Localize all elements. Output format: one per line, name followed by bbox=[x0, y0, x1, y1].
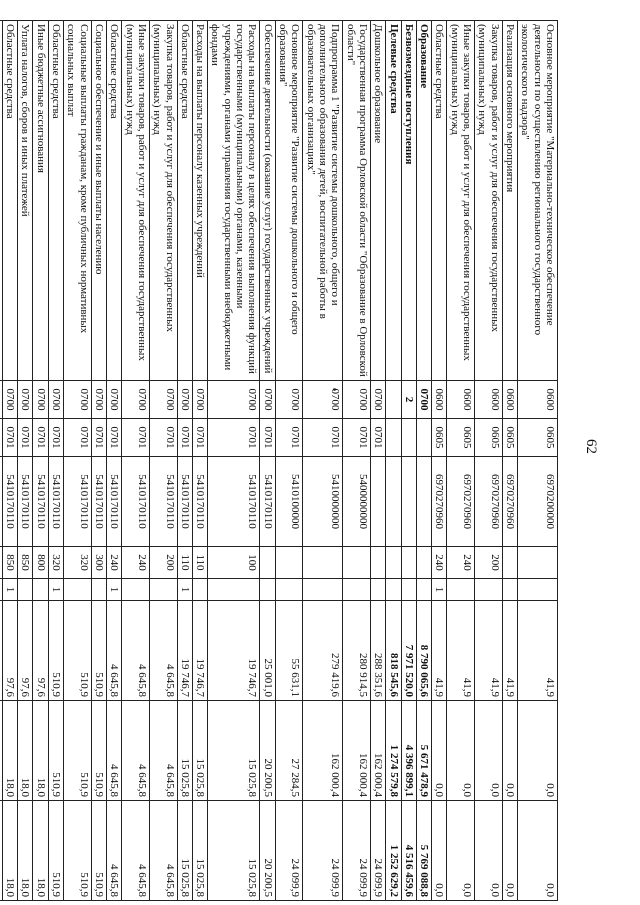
code-section bbox=[386, 381, 401, 419]
code-expense-type bbox=[518, 547, 558, 579]
code-expense-type: 200 bbox=[475, 547, 503, 579]
code-section: 0600 bbox=[432, 381, 447, 419]
code-expense-type: 200 bbox=[149, 547, 177, 579]
table-row bbox=[518, 21, 558, 901]
code-target: 5410170110 bbox=[208, 457, 260, 547]
code-source bbox=[475, 579, 503, 601]
code-section: 0600 bbox=[447, 381, 475, 419]
code-subsection: 0701 bbox=[149, 419, 177, 457]
table-row bbox=[502, 21, 517, 901]
row-name: Закупка товаров, работ и услуг для обеспечения государственных (муниципальных) нужд bbox=[475, 21, 503, 381]
amount-3: 24 099,9 bbox=[303, 801, 343, 901]
table-row bbox=[303, 21, 343, 901]
table-row bbox=[33, 21, 48, 901]
row-name: Социальные выплаты гражданам, кроме публичных нормативных социальных выплат bbox=[64, 21, 92, 381]
amount-2: 162 000,4 bbox=[303, 701, 343, 801]
amount-1: 19 746,7 bbox=[208, 601, 260, 701]
code-expense-type: 240 bbox=[107, 547, 122, 579]
code-target: 5410170110 bbox=[2, 457, 17, 547]
amount-3: 24 099,9 bbox=[370, 801, 385, 901]
code-target bbox=[416, 457, 431, 547]
table-row bbox=[177, 21, 192, 901]
code-target: 6970270960 bbox=[475, 457, 503, 547]
code-target: 5410170110 bbox=[177, 457, 192, 547]
code-source bbox=[208, 579, 260, 601]
code-source bbox=[91, 579, 106, 601]
row-name: Дошкольное образование bbox=[370, 21, 385, 381]
table-row bbox=[416, 21, 431, 901]
code-subsection: 0701 bbox=[107, 419, 122, 457]
amount-3: 0,0 bbox=[432, 801, 447, 901]
code-target: 5410100000 bbox=[275, 457, 303, 547]
code-section: 0700 bbox=[370, 381, 385, 419]
rotated-table-container bbox=[4, 20, 558, 900]
table-row bbox=[370, 21, 385, 901]
code-source: 1 bbox=[48, 579, 63, 601]
amount-3: 510,9 bbox=[91, 801, 106, 901]
table-row bbox=[447, 21, 475, 901]
code-target: 5410170110 bbox=[192, 457, 207, 547]
row-name: Основное мероприятие "Материально-техническое обеспечение деятельности по осуществлению регионального государственного экологического надзора" bbox=[518, 21, 558, 381]
code-source bbox=[303, 579, 343, 601]
amount-2: 0,0 bbox=[518, 701, 558, 801]
table-body bbox=[0, 21, 558, 901]
code-expense-type: 850 bbox=[18, 547, 33, 579]
amount-1: 41,9 bbox=[447, 601, 475, 701]
code-source: 1 bbox=[177, 579, 192, 601]
row-name: Основное мероприятие "Развитие системы дошкольного и общего образования" bbox=[275, 21, 303, 381]
code-expense-type: 850 bbox=[2, 547, 17, 579]
table-row bbox=[122, 21, 150, 901]
code-source: 1 bbox=[432, 579, 447, 601]
code-subsection bbox=[0, 419, 2, 457]
code-expense-type: 240 bbox=[447, 547, 475, 579]
code-source bbox=[401, 579, 416, 601]
code-target: 5410170110 bbox=[107, 457, 122, 547]
code-section: 0600 bbox=[518, 381, 558, 419]
amount-1 bbox=[0, 601, 2, 701]
code-subsection: 0701 bbox=[343, 419, 371, 457]
amount-3: 0,0 bbox=[518, 801, 558, 901]
amount-2: 15 025,8 bbox=[177, 701, 192, 801]
table-row bbox=[343, 21, 371, 901]
code-section: 0700 bbox=[275, 381, 303, 419]
code-section: 0700 bbox=[416, 381, 431, 419]
code-expense-type bbox=[370, 547, 385, 579]
amount-3: 24 099,9 bbox=[275, 801, 303, 901]
code-subsection: 0701 bbox=[48, 419, 63, 457]
code-expense-type bbox=[275, 547, 303, 579]
code-expense-type bbox=[416, 547, 431, 579]
code-expense-type: 300 bbox=[91, 547, 106, 579]
code-expense-type: 240 bbox=[122, 547, 150, 579]
table-row bbox=[0, 21, 2, 901]
code-expense-type: 240 bbox=[432, 547, 447, 579]
code-subsection: 0605 bbox=[502, 419, 517, 457]
amount-2: 4 645,8 bbox=[149, 701, 177, 801]
code-source bbox=[149, 579, 177, 601]
row-name: Реализация основного мероприятия bbox=[502, 21, 517, 381]
code-expense-type bbox=[386, 547, 401, 579]
code-target bbox=[401, 457, 416, 547]
amount-1: 4 645,8 bbox=[107, 601, 122, 701]
amount-3: 0,0 bbox=[502, 801, 517, 901]
amount-2: 27 284,5 bbox=[275, 701, 303, 801]
table-row bbox=[260, 21, 275, 901]
amount-1: 510,9 bbox=[64, 601, 92, 701]
amount-1: 818 545,6 bbox=[386, 601, 401, 701]
code-target: 5400000000 bbox=[343, 457, 371, 547]
amount-1: 41,9 bbox=[518, 601, 558, 701]
code-subsection: 0701 bbox=[260, 419, 275, 457]
amount-1: 510,9 bbox=[48, 601, 63, 701]
table-row bbox=[18, 21, 33, 901]
code-section: 0700 bbox=[192, 381, 207, 419]
amount-2: 0,0 bbox=[475, 701, 503, 801]
table-row bbox=[107, 21, 122, 901]
amount-2: 162 000,4 bbox=[370, 701, 385, 801]
amount-3: 0,0 bbox=[475, 801, 503, 901]
amount-3: 4 645,8 bbox=[149, 801, 177, 901]
table-row bbox=[64, 21, 92, 901]
amount-2: 510,9 bbox=[48, 701, 63, 801]
amount-2: 0,0 bbox=[432, 701, 447, 801]
code-section: 0600 bbox=[475, 381, 503, 419]
amount-2 bbox=[0, 701, 2, 801]
code-target: 5410170110 bbox=[18, 457, 33, 547]
code-subsection: 0605 bbox=[518, 419, 558, 457]
amount-1: 97,6 bbox=[2, 601, 17, 701]
code-subsection: 0605 bbox=[475, 419, 503, 457]
amount-3: 0,0 bbox=[447, 801, 475, 901]
row-name: Иные закупки товаров, работ и услуг для обеспечения государственных (муниципальных) нужд bbox=[122, 21, 150, 381]
row-name: Областные средства bbox=[177, 21, 192, 381]
code-section: 0700 bbox=[18, 381, 33, 419]
code-source bbox=[18, 579, 33, 601]
code-source bbox=[502, 579, 517, 601]
code-subsection: 0605 bbox=[432, 419, 447, 457]
amount-2: 20 200,5 bbox=[260, 701, 275, 801]
table-row bbox=[48, 21, 63, 901]
code-section: 0700 bbox=[303, 381, 343, 419]
table-row bbox=[401, 21, 416, 901]
amount-2: 4 645,8 bbox=[122, 701, 150, 801]
row-name: Иные закупки товаров, работ и услуг для обеспечения государственных (муниципальных) нужд bbox=[447, 21, 475, 381]
amount-2: 15 025,8 bbox=[192, 701, 207, 801]
code-section: 0700 bbox=[208, 381, 260, 419]
code-source bbox=[33, 579, 48, 601]
amount-2: 18,0 bbox=[2, 701, 17, 801]
code-target: 5410170110 bbox=[33, 457, 48, 547]
amount-1: 41,9 bbox=[432, 601, 447, 701]
amount-3: 4 645,8 bbox=[107, 801, 122, 901]
table-row bbox=[275, 21, 303, 901]
code-source bbox=[0, 579, 2, 601]
code-target: 5410000000 bbox=[303, 457, 343, 547]
amount-1: 288 351,6 bbox=[370, 601, 385, 701]
table-row bbox=[149, 21, 177, 901]
amount-2: 18,0 bbox=[33, 701, 48, 801]
amount-3: 20 200,5 bbox=[260, 801, 275, 901]
amount-3: 510,9 bbox=[64, 801, 92, 901]
amount-2: 5 671 478,9 bbox=[416, 701, 431, 801]
code-expense-type bbox=[303, 547, 343, 579]
code-subsection: 0701 bbox=[208, 419, 260, 457]
row-name: Социальное обеспечение и иные выплаты населению bbox=[91, 21, 106, 381]
amount-1: 55 631,1 bbox=[275, 601, 303, 701]
code-subsection: 0701 bbox=[64, 419, 92, 457]
code-source bbox=[122, 579, 150, 601]
table-row bbox=[192, 21, 207, 901]
code-section: 0700 bbox=[64, 381, 92, 419]
amount-2: 18,0 bbox=[18, 701, 33, 801]
table-row bbox=[432, 21, 447, 901]
code-target: 5410170110 bbox=[149, 457, 177, 547]
code-source bbox=[447, 579, 475, 601]
amount-2: 4 645,8 bbox=[107, 701, 122, 801]
code-expense-type bbox=[343, 547, 371, 579]
code-source bbox=[260, 579, 275, 601]
code-source: 1 bbox=[2, 579, 17, 601]
amount-3: 18,0 bbox=[18, 801, 33, 901]
code-expense-type bbox=[502, 547, 517, 579]
amount-1: 4 645,8 bbox=[122, 601, 150, 701]
amount-2: 1 274 579,8 bbox=[386, 701, 401, 801]
code-section: 0700 bbox=[343, 381, 371, 419]
code-expense-type: 320 bbox=[48, 547, 63, 579]
code-source bbox=[518, 579, 558, 601]
code-subsection: 0701 bbox=[18, 419, 33, 457]
row-name bbox=[0, 21, 2, 381]
code-target: 6970270960 bbox=[432, 457, 447, 547]
row-name: Безвозмездные поступления bbox=[401, 21, 416, 381]
row-name: Подпрограмма 1 "Развитие системы дошкольного, общего и дополнительного образования детей, воспитательной работы в образовательных организациях" bbox=[303, 21, 343, 381]
amount-1: 19 746,7 bbox=[177, 601, 192, 701]
code-subsection: 0701 bbox=[33, 419, 48, 457]
code-target: 5410170110 bbox=[64, 457, 92, 547]
amount-2: 162 000,4 bbox=[343, 701, 371, 801]
row-name: Закупка товаров, работ и услуг для обеспечения государственных (муниципальных) нужд bbox=[149, 21, 177, 381]
code-subsection bbox=[386, 419, 401, 457]
code-subsection: 0701 bbox=[192, 419, 207, 457]
code-subsection: 0701 bbox=[370, 419, 385, 457]
code-expense-type: 100 bbox=[208, 547, 260, 579]
amount-2: 510,9 bbox=[91, 701, 106, 801]
code-source bbox=[192, 579, 207, 601]
row-name: Иные бюджетные ассигнования bbox=[33, 21, 48, 381]
amount-3 bbox=[0, 801, 2, 901]
code-target: 6970270960 bbox=[502, 457, 517, 547]
code-section: 0700 bbox=[107, 381, 122, 419]
table-row bbox=[208, 21, 260, 901]
code-section: 0700 bbox=[149, 381, 177, 419]
code-target: 6970200000 bbox=[518, 457, 558, 547]
amount-3: 5 769 088,8 bbox=[416, 801, 431, 901]
code-source bbox=[386, 579, 401, 601]
amount-3: 4 645,8 bbox=[122, 801, 150, 901]
code-expense-type: 110 bbox=[192, 547, 207, 579]
code-source bbox=[370, 579, 385, 601]
table-row bbox=[475, 21, 503, 901]
code-section: 0700 bbox=[260, 381, 275, 419]
code-target: 6970270960 bbox=[447, 457, 475, 547]
row-name: Целевые средства bbox=[386, 21, 401, 381]
code-expense-type: 110 bbox=[177, 547, 192, 579]
row-name: Образование bbox=[416, 21, 431, 381]
code-section: 0600 bbox=[502, 381, 517, 419]
code-subsection: 0701 bbox=[275, 419, 303, 457]
code-section: 0700 bbox=[91, 381, 106, 419]
code-section: 0700 bbox=[33, 381, 48, 419]
code-section: 0700 bbox=[2, 381, 17, 419]
amount-3: 4 516 459,6 bbox=[401, 801, 416, 901]
table-row bbox=[386, 21, 401, 901]
code-expense-type bbox=[401, 547, 416, 579]
code-section: 0700 bbox=[122, 381, 150, 419]
code-target: 5410170110 bbox=[122, 457, 150, 547]
code-source bbox=[275, 579, 303, 601]
amount-3: 15 025,8 bbox=[192, 801, 207, 901]
amount-3: 18,0 bbox=[2, 801, 17, 901]
row-name: Областные средства bbox=[2, 21, 17, 381]
amount-1: 8 790 065,6 bbox=[416, 601, 431, 701]
code-expense-type bbox=[0, 547, 2, 579]
code-subsection bbox=[401, 419, 416, 457]
amount-2: 4 396 899,1 bbox=[401, 701, 416, 801]
amount-3: 24 099,9 bbox=[343, 801, 371, 901]
code-target bbox=[0, 457, 2, 547]
amount-3: 15 025,8 bbox=[177, 801, 192, 901]
code-target: 5410170110 bbox=[91, 457, 106, 547]
amount-1: 25 001,0 bbox=[260, 601, 275, 701]
amount-2: 0,0 bbox=[447, 701, 475, 801]
code-subsection: 0701 bbox=[122, 419, 150, 457]
code-section: 0700 bbox=[48, 381, 63, 419]
code-source bbox=[64, 579, 92, 601]
row-name: Областные средства bbox=[107, 21, 122, 381]
amount-2: 510,9 bbox=[64, 701, 92, 801]
code-target bbox=[386, 457, 401, 547]
code-source bbox=[416, 579, 431, 601]
code-target bbox=[370, 457, 385, 547]
amount-3: 18,0 bbox=[33, 801, 48, 901]
code-expense-type bbox=[260, 547, 275, 579]
code-source: 1 bbox=[107, 579, 122, 601]
amount-1: 97,6 bbox=[18, 601, 33, 701]
amount-3: 15 025,8 bbox=[208, 801, 260, 901]
amount-1: 41,9 bbox=[475, 601, 503, 701]
amount-2: 0,0 bbox=[502, 701, 517, 801]
code-section: 0700 bbox=[177, 381, 192, 419]
table-row bbox=[91, 21, 106, 901]
amount-1: 7 971 520,0 bbox=[401, 601, 416, 701]
code-subsection: 0605 bbox=[447, 419, 475, 457]
code-subsection: 0701 bbox=[303, 419, 343, 457]
table-viewport bbox=[4, 20, 558, 900]
row-name: Областные средства bbox=[432, 21, 447, 381]
row-name: Областные средства bbox=[48, 21, 63, 381]
amount-1: 97,6 bbox=[33, 601, 48, 701]
amount-1: 510,9 bbox=[91, 601, 106, 701]
row-name: Государственная программа Орловской области "Образование в Орловской области" bbox=[343, 21, 371, 381]
row-name: Расходы на выплаты персоналу в целях обеспечения выполнения функций государственными (муниципальными) органами, казенными учреждениями, органами управления государственными внебюджетными фондами bbox=[208, 21, 260, 381]
amount-2: 15 025,8 bbox=[208, 701, 260, 801]
amount-1: 280 914,5 bbox=[343, 601, 371, 701]
amount-3: 510,9 bbox=[48, 801, 63, 901]
budget-table bbox=[0, 20, 558, 901]
code-expense-type: 800 bbox=[33, 547, 48, 579]
page-number: 62 bbox=[583, 439, 599, 454]
amount-1: 19 746,7 bbox=[192, 601, 207, 701]
code-section bbox=[0, 381, 2, 419]
code-subsection bbox=[416, 419, 431, 457]
code-expense-type: 320 bbox=[64, 547, 92, 579]
code-target: 5410170110 bbox=[48, 457, 63, 547]
code-subsection: 0701 bbox=[2, 419, 17, 457]
code-section: 2 bbox=[401, 381, 416, 419]
amount-3: 1 252 629,2 bbox=[386, 801, 401, 901]
amount-1: 41,9 bbox=[502, 601, 517, 701]
code-source bbox=[343, 579, 371, 601]
code-subsection: 0701 bbox=[177, 419, 192, 457]
amount-1: 4 645,8 bbox=[149, 601, 177, 701]
amount-1: 279 419,6 bbox=[303, 601, 343, 701]
table-row bbox=[2, 21, 17, 901]
row-name: Расходы на выплаты персоналу казенных учреждений bbox=[192, 21, 207, 381]
row-name: Уплата налогов, сборов и иных платежей bbox=[18, 21, 33, 381]
code-subsection: 0701 bbox=[91, 419, 106, 457]
code-target: 5410170110 bbox=[260, 457, 275, 547]
row-name: Обеспечение деятельности (оказание услуг) государственных учреждений bbox=[260, 21, 275, 381]
